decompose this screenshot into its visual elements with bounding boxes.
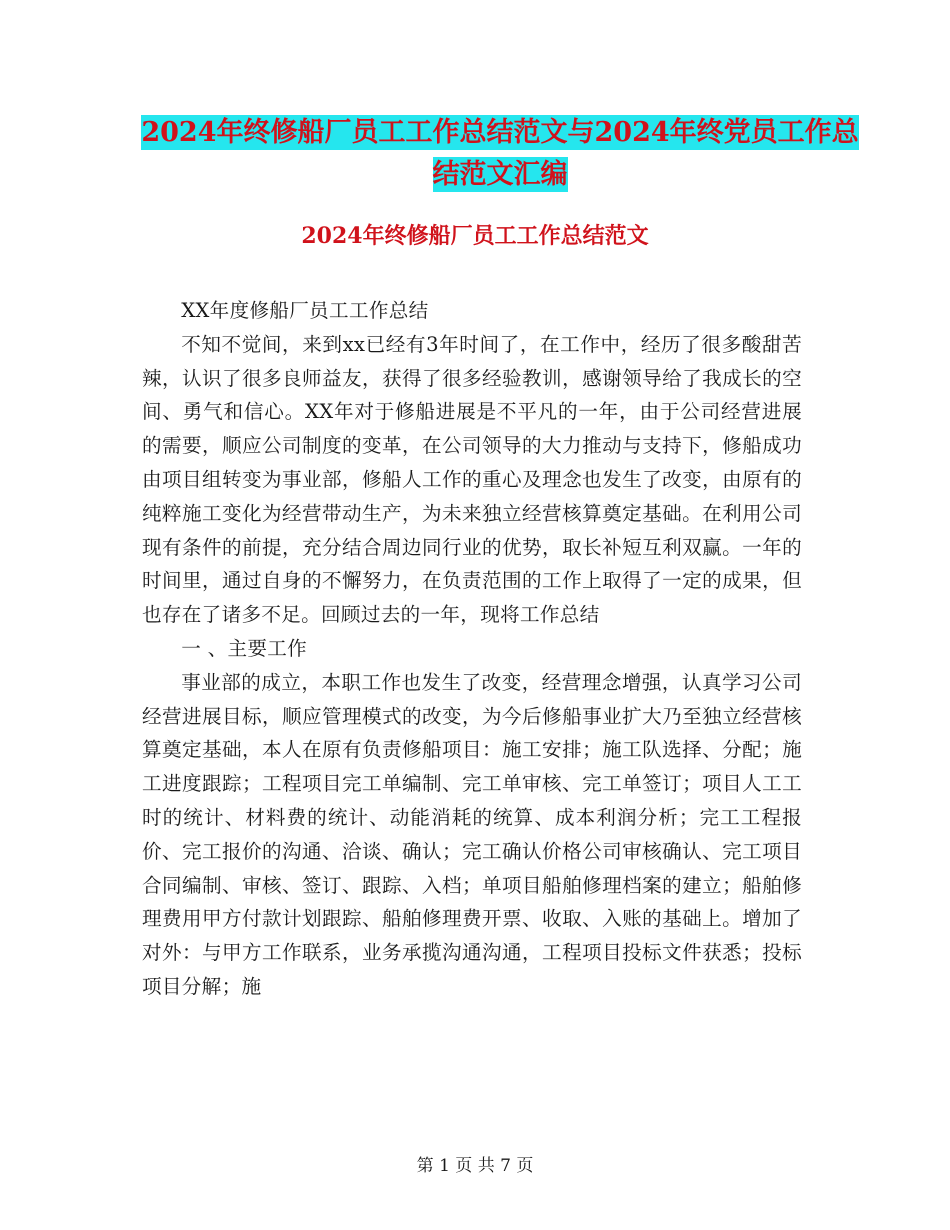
paragraph-section-heading: 一 、主要工作 — [181, 636, 308, 660]
page-footer — [0, 1154, 950, 1178]
body-text — [142, 294, 802, 1004]
title-highlight: 2024年终修船厂员工工作总结范文与2024年终党员工作总结范文汇编 — [141, 117, 859, 190]
document-title — [140, 112, 860, 196]
paragraph-heading: XX年度修船厂员工工作总结 — [181, 299, 429, 322]
paragraph-main-work: 事业部的成立，本职工作也发生了改变，经营理念增强，认真学习公司经营进展目标，顺应管理模式的改变，为今后修船事业扩大乃至独立经营核算奠定基础，本人在原有负责修船项目：施工安排；施工队选择、分配；施工进度跟踪；工程项目完工单编制、完工单审核、完工单签订；项目人工工时的统计、材料费的统计、动能消耗的统算、成本利润分析；完工工程报价、完工报价的沟通、洽谈、确认；完工确认价格公司审核确认、完工项目合同编制、审核、签订、跟踪、入档；单项目船舶修理档案的建立；船舶修理费用甲方付款计划跟踪、船舶修理费开票、收取、入账的基础上。增加了对外：与甲方工作联系，业务承揽沟通沟通，工程项目投标文件获悉；投标项目分解；施 — [142, 670, 802, 998]
page-number: 第 1 页 共 7 页 — [416, 1156, 534, 1176]
paragraph-intro: 不知不觉间，来到xx已经有3年时间了，在工作中，经历了很多酸甜苦辣，认识了很多良师益友，获得了很多经验教训，感谢领导给了我成长的空间、勇气和信心。XX年对于修船进展是不平凡的一年，由于公司经营进展的需要，顺应公司制度的变革，在公司领导的大力推动与支持下，修船成功由项目组转变为事业部，修船人工作的重心及理念也发生了改变，由原有的纯粹施工变化为经营带动生产，为未来独立经营核算奠定基础。在利用公司现有条件的前提，充分结合周边同行业的优势，取长补短互利双赢。一年的时间里，通过自身的不懈努力，在负责范围的工作上取得了一定的成果，但也存在了诸多不足。回顾过去的一年，现将工作总结 — [142, 332, 802, 627]
section-title: 2024年终修船厂员工工作总结范文 — [301, 223, 649, 249]
